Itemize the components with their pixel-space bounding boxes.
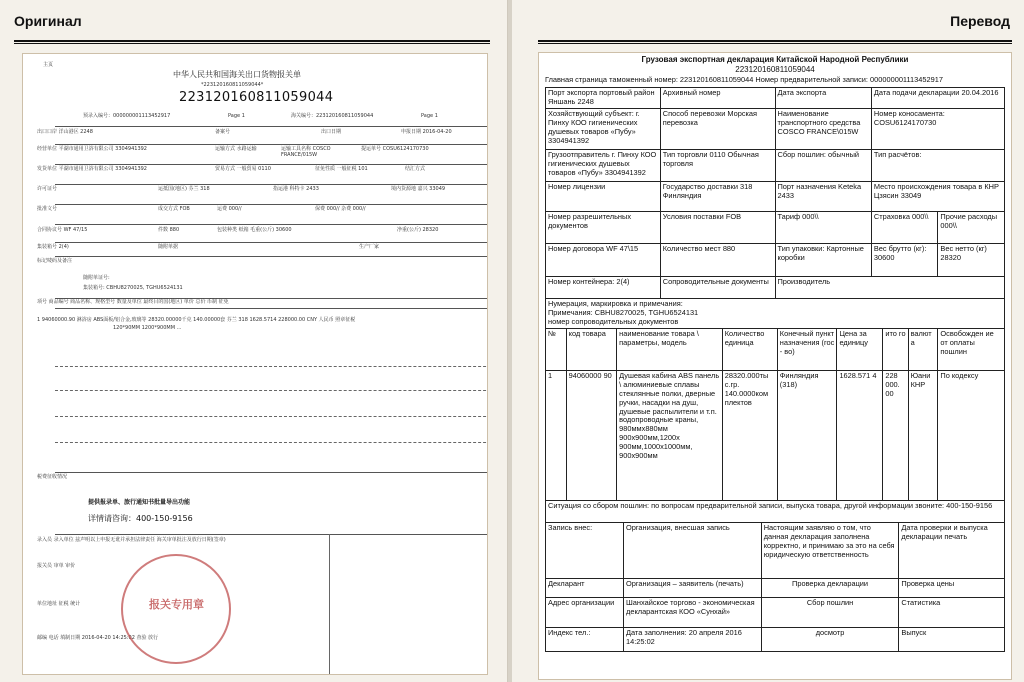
cell: 94060000 90 <box>566 371 616 501</box>
cell: Тип расчётов: <box>871 150 1004 182</box>
cell: Производитель <box>775 277 1005 299</box>
declaration-number: 223120160811059044 <box>179 90 334 105</box>
translation-panel <box>512 0 1024 682</box>
row-5-c: 运费 000// <box>217 206 242 212</box>
tax-cell: Ситуация со сбором пошлин: по вопросам предварительной записи, выпуска товара, другой информации звоните: 400-150-9156 <box>546 501 1005 523</box>
row-6-a: 合同协议号 WF 47/15 <box>37 227 88 233</box>
cell: Порт назначения Kеteka 2433 <box>775 182 871 212</box>
cell: Юани КНР <box>908 371 938 501</box>
goods-table <box>545 328 1005 523</box>
cell: Индекс тел.: <box>546 628 624 652</box>
grid-line <box>55 126 488 127</box>
original-header-rule <box>14 40 490 44</box>
grid-line <box>55 144 488 145</box>
original-title: 中华人民共和国海关出口货物报关单 <box>173 70 301 79</box>
home-label: 主页 <box>43 62 54 68</box>
table-row <box>546 182 1005 212</box>
table-row <box>546 501 1005 523</box>
table-row <box>546 299 1005 329</box>
table-row <box>546 371 1005 501</box>
row-2-d: 提运单号 COSU6124170730 <box>361 146 429 152</box>
cell: Номер разрешительных документов <box>546 212 661 244</box>
original-header: Оригинал <box>14 13 82 29</box>
translation-title: Грузовая экспортная декларация Китайской Народной Республики <box>641 55 909 64</box>
row-1-a: 出口口岸 洋山港区 2248 <box>37 129 93 135</box>
cell: Порт экспорта портовый район Яншань 2248 <box>546 88 661 109</box>
cell: Номер договора WF 47\15 <box>546 244 661 277</box>
translation-number: 223120160811059044 <box>735 64 815 74</box>
table-row <box>546 579 1005 598</box>
translation-document <box>538 52 1012 680</box>
barcode-text: *223120160811059044* <box>201 82 264 88</box>
column-header: Освобожден ие от оплаты пошлин <box>938 329 1005 371</box>
cell: Грузоотправитель г. Пинху КОО гигиенических душевых товаров «Пубу» 3304941392 <box>546 150 661 182</box>
cell: Дата подачи декларации 20.04.2016 <box>871 88 1004 109</box>
dashed-line <box>55 416 488 417</box>
grid-line <box>55 256 488 257</box>
row-5-d: 保费 000// 杂费 000// <box>315 206 366 212</box>
cell: Дата проверки и выпуска декларации печать <box>899 523 1005 579</box>
cell: Номер лицензии <box>546 182 661 212</box>
cell: Адрес организации <box>546 598 624 628</box>
row-7-b: 随附单据 <box>158 244 179 250</box>
table-row <box>546 277 1005 299</box>
row-4-c: 指运港 科特卡 2433 <box>273 186 319 192</box>
column-header: ито го <box>883 329 908 371</box>
cell: Сбор пошлин: обычный <box>775 150 871 182</box>
dashed-line <box>55 390 488 391</box>
column-header: Конечный пункт назначения (гос - во) <box>777 329 837 371</box>
row-4-b: 运抵国(地区) 芬兰 318 <box>158 186 210 192</box>
column-header: валют а <box>908 329 938 371</box>
column-header: код товара <box>566 329 616 371</box>
table-row <box>546 212 1005 244</box>
original-panel <box>0 0 508 682</box>
cell: Страховка 000\\ <box>871 212 938 244</box>
grid-line <box>55 204 488 205</box>
column-header: наименование товара \ параметры, модель <box>617 329 723 371</box>
cell: 1 <box>546 371 567 501</box>
row-3-d: 结汇方式 <box>405 166 426 172</box>
cell: Статистика <box>899 598 1005 628</box>
cell: Дата экспорта <box>775 88 871 109</box>
cell: 28320.000ты с.гр. 140.0000ком плектов <box>722 371 777 501</box>
grid-line <box>55 472 488 473</box>
column-header: № <box>546 329 567 371</box>
page-indicator-1: Page 1 <box>228 113 245 119</box>
cell: Проверка цены <box>899 579 1005 598</box>
cell: Настоящим заявляю о том, что данная декларация заполнена корректно, и принимаю за это на себя юридическую ответственность <box>761 523 899 579</box>
customs-number: 海关编号：223120160811059044 <box>291 113 374 119</box>
cell: 228 000. 00 <box>883 371 908 501</box>
grid-vline <box>329 534 330 674</box>
translation-header-rule <box>538 40 1012 44</box>
cell: Способ перевозки Морская перевозка <box>660 109 775 150</box>
cell: Организация – заявитель (печать) <box>624 579 762 598</box>
grid-line <box>55 242 488 243</box>
row-3-c: 征免性质 一般征税 101 <box>315 166 368 172</box>
row-6-c: 包装种类 纸箱 毛重(公斤) 30600 <box>217 227 292 233</box>
row-1-c: 出口日期 <box>321 129 342 135</box>
table-row <box>546 109 1005 150</box>
grid-line <box>55 308 488 309</box>
row-3-a: 发货单位 平湖市通用卫浴有限公司 3304941392 <box>37 166 147 172</box>
marks-line: Примечания: CBHU8270025, TGHU6524131 <box>548 307 699 317</box>
cell: Выпуск <box>899 628 1005 652</box>
cell: досмотр <box>761 628 899 652</box>
grid-line <box>55 164 488 165</box>
row-4-d: 境内货源地 嘉兴 33049 <box>391 186 446 192</box>
table-header-row <box>546 329 1005 371</box>
declaration-table <box>545 211 1005 329</box>
cell: По кодексу <box>938 371 1005 501</box>
customs-seal-label: 报关专用章 <box>149 598 204 611</box>
cell: Душевая кабина ABS панель \ алюминиевые сплавы стеклянные полки, дверные ручки, насадки на душ, душевые распылители и т.п. водопроводные краны, 980ммx880мм 900x900мм,1200x 900мм,1000x1000мм, 900x900мм <box>617 371 723 501</box>
row-7-a: 集装箱号 2(4) <box>37 244 69 250</box>
footer-4: 邮编 电话 填制日期 2016-04-20 14:25:02 查验 放行 <box>37 635 159 641</box>
cell: Количество мест 880 <box>660 244 775 277</box>
cell: Запись внес: <box>546 523 624 579</box>
cell: Сбор пошлин <box>761 598 899 628</box>
row-2-b: 运输方式 水路运输 <box>215 146 257 152</box>
marks-cell <box>546 299 1005 329</box>
marks-line: номер сопроводительных документов <box>548 316 679 326</box>
cell: Сопроводительные документы <box>660 277 775 299</box>
table-row <box>546 88 1005 109</box>
table-row <box>546 523 1005 579</box>
footer-1: 录入员 录入单位 兹声明以上申报无讹并承担法律责任 海关审单批注及放行日期(签章) <box>37 537 226 543</box>
column-header: Количество единица <box>722 329 777 371</box>
marks-label: 标记唛码及备注 <box>37 258 73 264</box>
cell: Декларант <box>546 579 624 598</box>
grid-line <box>55 224 488 225</box>
declaration-table <box>545 87 1005 212</box>
cell: Вес нетто (кг) 28320 <box>938 244 1005 277</box>
translation-header: Перевод <box>950 13 1010 29</box>
cell: Тип торговли 0110 Обычная торговля <box>660 150 775 182</box>
table-row <box>546 244 1005 277</box>
cell: Тариф 000\\ <box>775 212 871 244</box>
marks-line: Нумерация, маркировка и примечания: <box>548 299 683 309</box>
page-indicator-2: Page 1 <box>421 113 438 119</box>
ad-line-1: 提供报录单、旅行通知书批量导出功能 <box>88 499 191 506</box>
row-6-b: 件数 880 <box>158 227 180 233</box>
footer-3: 单位地址 征税 统计 <box>37 601 81 607</box>
row-1-d: 申报日期 2016-04-20 <box>401 129 452 135</box>
pre-entry-number: 预录入编号：000000001113452917 <box>83 113 171 119</box>
cell: Наименование транспортного средства COSCO FRANCE\015W <box>775 109 871 150</box>
cell: Прочие расходы 000\\ <box>938 212 1005 244</box>
tax-label: 税费征收情况 <box>37 474 68 480</box>
grid-line <box>55 184 488 185</box>
table-row <box>546 598 1005 628</box>
cell: Тип упаковки: Картонные коробки <box>775 244 871 277</box>
cell: Вес брутто (кг): 30600 <box>871 244 938 277</box>
ad-line-2: 详情请咨询：400-150-9156 <box>88 514 193 523</box>
cell: Шанхайское торгово - экономическая декларантская КОО «Сунхай» <box>624 598 762 628</box>
row-4-a: 许可证号 <box>37 186 58 192</box>
table-row <box>546 628 1005 652</box>
row-6-d: 净重(公斤) 28320 <box>397 227 439 233</box>
dashed-line <box>55 442 488 443</box>
cell: Финляндия (318) <box>777 371 837 501</box>
cell: Условия поставки FOB <box>660 212 775 244</box>
cell: Государство доставки 318 Финляндия <box>660 182 775 212</box>
goods-row: 1 94060000.90 淋浴房 ABS面板/铝合金,玻璃等 28320.00000千克 140.00000套 芬兰 318 1628.5714 228000.00 CNY 人民币 照章征税 <box>37 317 356 323</box>
cell: Номер коносамента: COSU6124170730 <box>871 109 1004 150</box>
cell: Номер контейнера: 2(4) <box>546 277 661 299</box>
footer-2: 报关员 审单 审价 <box>37 563 76 569</box>
marks-2: 集装箱号: CBHU8270025, TGHU6524131 <box>83 285 183 291</box>
cell: Организация, внесшая запись <box>624 523 762 579</box>
grid-line <box>55 534 488 535</box>
footer-table <box>545 522 1005 652</box>
cell: Место происхождения товара в КНР Цзясин 33049 <box>871 182 1004 212</box>
row-2-a: 经营单位 平湖市通用卫浴有限公司 3304941392 <box>37 146 147 152</box>
cell: Дата заполнения: 20 апреля 2016 14:25:02 <box>624 628 762 652</box>
cell: 1628.571 4 <box>837 371 883 501</box>
goods-header: 项号 商品编号 商品名称、规格型号 数量及单位 最终目的国(地区) 单价 总价 币制 征免 <box>37 299 229 305</box>
row-2-c: 运输工具名称 COSCO FRANCE/015W <box>281 146 331 158</box>
row-5-a: 批准文号 <box>37 206 58 212</box>
cell: Хозяйствующий субъект: г. Пинху КОО гигиенических душевых товаров «Пубу» 3304941392 <box>546 109 661 150</box>
goods-desc: 120*90MM 1200*900MM ... <box>113 325 182 331</box>
row-3-b: 贸易方式 一般贸易 0110 <box>215 166 271 172</box>
original-document <box>22 53 488 675</box>
dashed-line <box>55 366 488 367</box>
row-5-b: 成交方式 FOB <box>158 206 190 212</box>
table-row <box>546 150 1005 182</box>
column-header: Цена за единицу <box>837 329 883 371</box>
marks-1: 随附单证号: <box>83 275 110 281</box>
row-1-b: 备案号 <box>215 129 231 135</box>
cell: Архивный номер <box>660 88 775 109</box>
cell: Проверка декларации <box>761 579 899 598</box>
translation-header-line: Главная страница таможенный номер: 223120160811059044 Номер предварительной записи: 000000001113452917 <box>545 75 943 85</box>
row-7-c: 生产厂家 <box>359 244 380 250</box>
